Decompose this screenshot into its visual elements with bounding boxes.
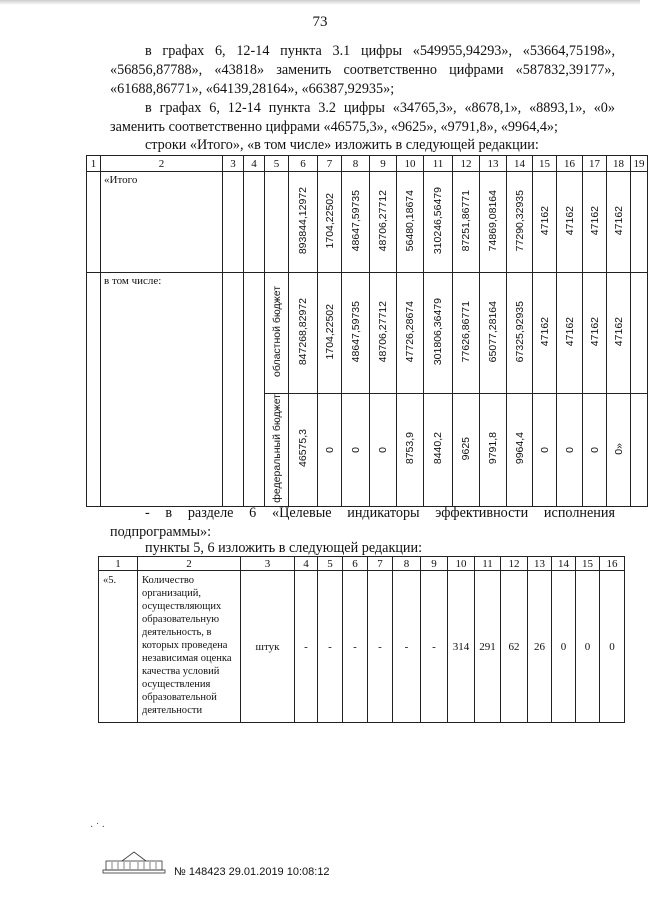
- row-label-vtom: в том числе:: [101, 273, 223, 507]
- header-cell: 5: [265, 156, 289, 172]
- value-cell: 1704,22502: [323, 303, 336, 360]
- value-cell: 48647,59735: [349, 300, 362, 363]
- value-cell: 47162: [563, 205, 576, 236]
- value-cell: 291: [475, 571, 501, 723]
- value-cell: 47162: [588, 205, 601, 236]
- value-cell: 47162: [538, 205, 551, 236]
- header-cell: 10: [397, 156, 424, 172]
- value-cell: 301806,36479: [432, 297, 444, 366]
- doc-number: № 148423: [174, 866, 226, 878]
- value-cell: 47162: [588, 316, 601, 347]
- header-cell: 8: [342, 156, 370, 172]
- scan-dots: · ˙ ·: [90, 822, 105, 833]
- indicators-table: [98, 556, 625, 723]
- value-cell: 9791,8: [487, 432, 499, 465]
- table-header-row: [87, 156, 648, 172]
- value-cell: 48706,27712: [377, 300, 389, 363]
- item-number: «5.: [99, 571, 138, 723]
- budget-label-federal: федеральный бюджет: [270, 394, 283, 503]
- header-cell: 16: [600, 557, 625, 571]
- value-cell: -: [421, 571, 448, 723]
- value-cell: 74869,08164: [487, 189, 499, 252]
- value-cell: 0»: [612, 442, 625, 455]
- header-cell: 14: [507, 156, 533, 172]
- header-cell: 19: [631, 156, 648, 172]
- value-cell: -: [393, 571, 421, 723]
- header-cell: 7: [318, 156, 342, 172]
- header-cell: 1: [99, 557, 138, 571]
- paragraph-rows-intro: строки «Итого», «в том числе» изложить в следующей редакции:: [145, 137, 539, 153]
- value-cell: 310246,56479: [432, 186, 444, 255]
- value-cell: 87251,86771: [460, 189, 472, 252]
- header-cell: 16: [557, 156, 583, 172]
- value-cell: 847268,82972: [297, 297, 309, 366]
- header-cell: 9: [370, 156, 397, 172]
- value-cell: 77626,86771: [460, 300, 472, 363]
- value-cell: 0: [538, 447, 551, 453]
- value-cell: 47162: [538, 316, 551, 347]
- table-header-row: [99, 557, 625, 571]
- value-cell: 0: [576, 571, 600, 723]
- header-cell: 2: [138, 557, 241, 571]
- header-cell: 13: [480, 156, 507, 172]
- value-cell: 48706,27712: [377, 189, 389, 252]
- header-cell: 3: [241, 557, 295, 571]
- value-cell: 0: [552, 571, 576, 723]
- document-footer: [174, 866, 330, 878]
- value-cell: -: [318, 571, 343, 723]
- page-number: 73: [312, 14, 328, 30]
- value-cell: 0: [588, 447, 601, 453]
- value-cell: 8753,9: [404, 432, 416, 465]
- header-cell: 4: [295, 557, 318, 571]
- header-cell: 4: [244, 156, 265, 172]
- value-cell: 47726,28674: [404, 300, 416, 363]
- value-cell: -: [295, 571, 318, 723]
- unit-cell: штук: [241, 571, 295, 723]
- value-cell: 0: [600, 571, 625, 723]
- paragraph-items-intro: пункты 5, 6 изложить в следующей редакции:: [145, 540, 423, 556]
- header-cell: 9: [421, 557, 448, 571]
- value-cell: 65077,28164: [487, 300, 499, 363]
- header-cell: 7: [368, 557, 393, 571]
- table-row-indicator-5: [99, 571, 625, 723]
- value-cell: 46575,3: [297, 429, 309, 468]
- value-cell: 0: [563, 447, 576, 453]
- paragraph-amend-3-2: в графах 6, 12-14 пункта 3.2 цифры «34765,3», «8678,1», «8893,1», «0» заменить соответственно цифрами «46575,3», «9625», «9791,8», «9964,4»;: [110, 100, 615, 135]
- value-cell: 26: [528, 571, 552, 723]
- value-cell: 56480,18674: [404, 189, 416, 252]
- value-cell: 9964,4: [513, 432, 526, 465]
- value-cell: -: [343, 571, 368, 723]
- value-cell: 67325,92935: [513, 300, 526, 363]
- value-cell: 0: [377, 447, 389, 453]
- header-cell: 5: [318, 557, 343, 571]
- table-row-itogo: [87, 172, 648, 273]
- header-cell: 12: [501, 557, 528, 571]
- header-cell: 11: [424, 156, 453, 172]
- value-cell: 77290,32935: [513, 189, 526, 252]
- header-cell: 1: [87, 156, 101, 172]
- header-cell: 15: [533, 156, 557, 172]
- header-cell: 6: [343, 557, 368, 571]
- row-label-itogo: «Итого: [101, 172, 223, 273]
- registry-stamp-icon: [102, 848, 166, 874]
- value-cell: 0: [349, 447, 362, 453]
- value-cell: 48647,59735: [349, 189, 362, 252]
- scan-edge: [0, 0, 640, 5]
- paragraph-section-6: - в разделе 6 «Целевые индикаторы эффективности исполнения подпрограммы»:: [110, 505, 615, 540]
- paragraph-amend-3-1: в графах 6, 12-14 пункта 3.1 цифры «549955,94293», «53664,75198», «56856,87788», «43818» заменить соответственно цифрами «587832,39177», «61688,86771», «64139,28164», «66387,92935»;: [110, 43, 615, 97]
- value-cell: 1704,22502: [323, 192, 336, 249]
- value-cell: 9625: [460, 436, 472, 461]
- header-cell: 15: [576, 557, 600, 571]
- budget-label-oblast: областной бюджет: [270, 286, 283, 377]
- financing-table: [86, 155, 648, 507]
- header-cell: 17: [583, 156, 607, 172]
- value-cell: 47162: [612, 205, 625, 236]
- header-cell: 11: [475, 557, 501, 571]
- value-cell: 314: [448, 571, 475, 723]
- value-cell: -: [368, 571, 393, 723]
- header-cell: 13: [528, 557, 552, 571]
- value-cell: 47162: [563, 316, 576, 347]
- doc-datetime: 29.01.2019 10:08:12: [228, 866, 330, 878]
- value-cell: 8440,2: [432, 432, 444, 465]
- header-cell: 2: [101, 156, 223, 172]
- header-cell: 18: [607, 156, 631, 172]
- value-cell: 47162: [612, 316, 625, 347]
- header-cell: 12: [453, 156, 480, 172]
- indicator-description: Количество организаций, осуществляющих образовательную деятельность, в которых проведена независимая оценка качества условий осуществления образовательной деятельности: [138, 571, 241, 723]
- header-cell: 14: [552, 557, 576, 571]
- value-cell: 62: [501, 571, 528, 723]
- header-cell: 6: [289, 156, 318, 172]
- value-cell: 893844,12972: [297, 186, 309, 255]
- header-cell: 8: [393, 557, 421, 571]
- table-row-oblast: [87, 273, 648, 394]
- header-cell: 3: [223, 156, 244, 172]
- header-cell: 10: [448, 557, 475, 571]
- value-cell: 0: [323, 447, 336, 453]
